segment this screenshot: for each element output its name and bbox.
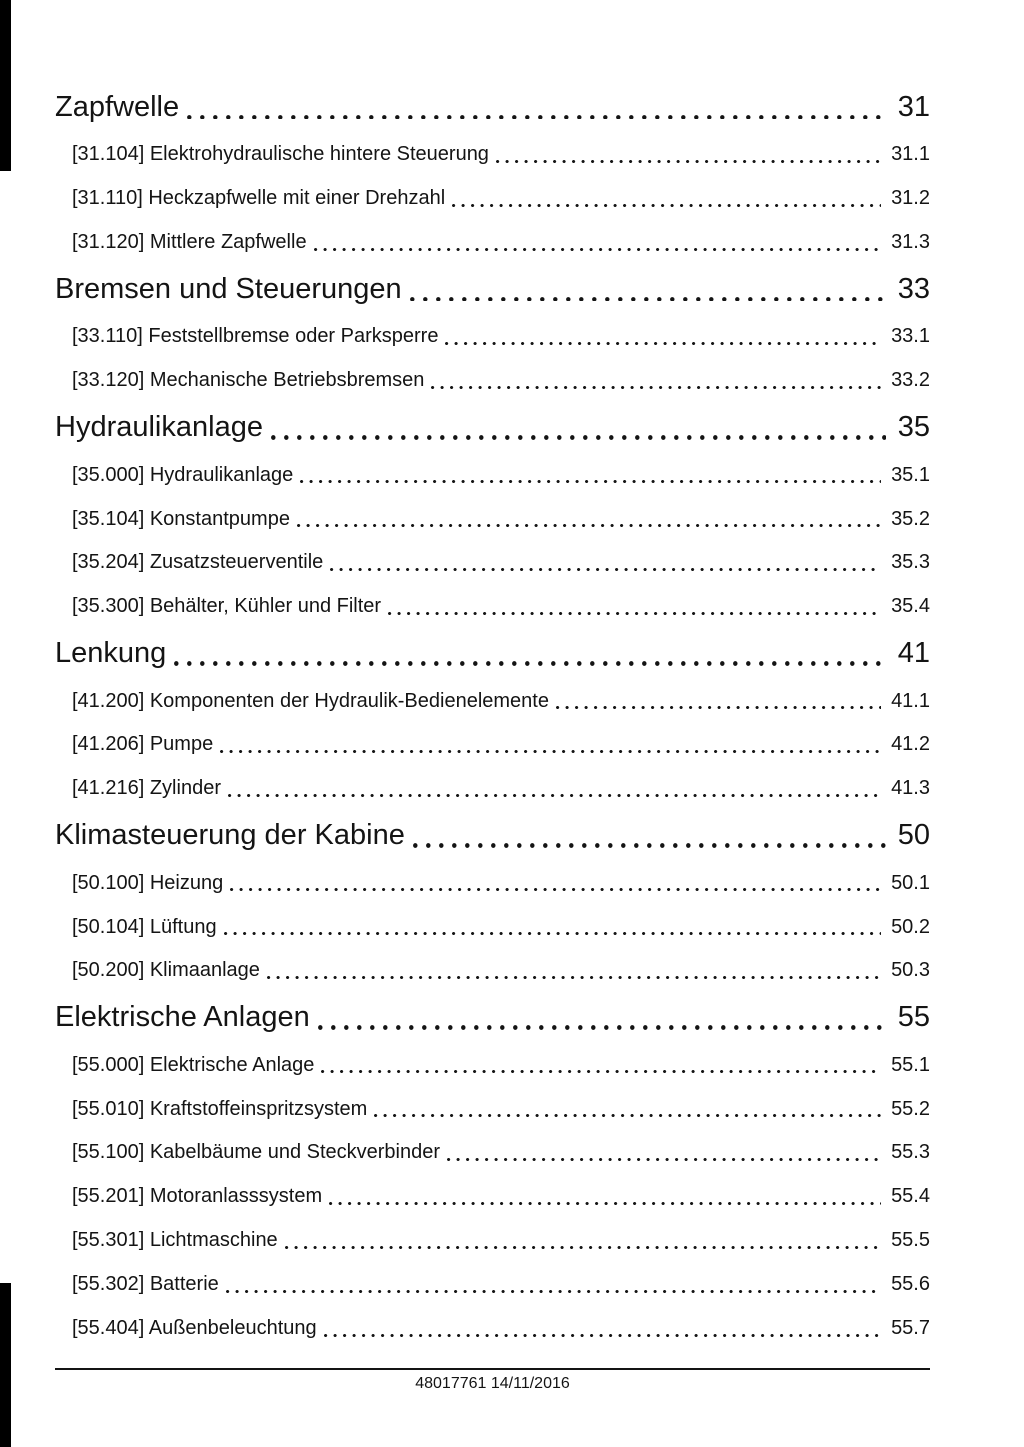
entry-page-number: 50.1 [891, 871, 930, 894]
toc-section-heading [55, 263, 930, 313]
toc-entry [55, 1305, 930, 1349]
toc-entry [55, 1129, 930, 1173]
dot-leader [413, 843, 886, 848]
toc-entry [55, 452, 930, 496]
entry-label: [31.110] Heckzapfwelle mit einer Drehzahl [72, 187, 446, 210]
entry-label: [41.206] Pumpe [72, 733, 214, 756]
entry-label: [55.000] Elektrische Anlage [72, 1053, 315, 1076]
entry-page-number: 35.2 [891, 507, 930, 530]
dot-leader [226, 1290, 881, 1293]
entry-page-number: 41.3 [891, 777, 930, 800]
entry-label: [41.216] Zylinder [72, 777, 221, 800]
entry-label: [33.110] Feststellbremse oder Parksperre [72, 325, 439, 348]
dot-leader [447, 1158, 881, 1161]
dot-leader [496, 160, 881, 163]
entry-label: [55.201] Motoranlasssystem [72, 1185, 323, 1208]
dot-leader [285, 1246, 881, 1249]
entry-page-number: 31.2 [891, 187, 930, 210]
entry-label: [35.300] Behälter, Kühler und Filter [72, 595, 382, 618]
dot-leader [556, 706, 881, 709]
toc-entry [55, 721, 930, 765]
entry-label: [55.302] Batterie [72, 1273, 219, 1296]
entry-page-number: 55.2 [891, 1097, 930, 1120]
section-title: Hydraulikanlage [55, 411, 263, 444]
section-page-number: 50 [897, 819, 930, 852]
dot-leader [330, 568, 881, 571]
entry-page-number: 35.4 [891, 595, 930, 618]
dot-leader [267, 976, 881, 979]
entry-page-number: 55.7 [891, 1317, 930, 1340]
toc-section [55, 991, 930, 1349]
table-of-contents [55, 81, 930, 1349]
entry-page-number: 33.2 [891, 369, 930, 392]
entry-label: [55.404] Außenbeleuchtung [72, 1317, 317, 1340]
footer-divider [55, 1368, 930, 1370]
entry-label: [31.104] Elektrohydraulische hintere Steuerung [72, 143, 489, 166]
toc-entry [55, 765, 930, 809]
entry-label: [35.000] Hydraulikanlage [72, 463, 294, 486]
entry-label: [50.104] Lüftung [72, 915, 217, 938]
dot-leader [174, 661, 885, 666]
toc-section [55, 809, 930, 991]
section-title: Lenkung [55, 637, 167, 670]
toc-section [55, 263, 930, 401]
entry-page-number: 55.1 [891, 1053, 930, 1076]
entry-page-number: 55.4 [891, 1185, 930, 1208]
dot-leader [224, 932, 881, 935]
dot-leader [445, 342, 881, 345]
dot-leader [297, 524, 881, 527]
toc-section-heading [55, 401, 930, 451]
entry-label: [50.200] Klimaanlage [72, 959, 260, 982]
entry-page-number: 50.2 [891, 915, 930, 938]
entry-page-number: 33.1 [891, 325, 930, 348]
dot-leader [187, 115, 886, 120]
section-title: Klimasteuerung der Kabine [55, 819, 405, 852]
toc-entry [55, 1173, 930, 1217]
toc-entry [55, 1042, 930, 1086]
dot-leader [329, 1202, 881, 1205]
toc-entry [55, 1086, 930, 1130]
dot-leader [452, 204, 881, 207]
dot-leader [271, 435, 886, 440]
entry-page-number: 55.3 [891, 1141, 930, 1164]
section-page-number: 35 [897, 411, 930, 444]
entry-page-number: 41.2 [891, 733, 930, 756]
section-page-number: 31 [897, 91, 930, 123]
toc-entry [55, 583, 930, 627]
toc-section [55, 81, 930, 263]
scan-artifact-bar-bottom [0, 1283, 11, 1447]
toc-section [55, 401, 930, 627]
entry-label: [50.100] Heizung [72, 871, 224, 894]
toc-section [55, 627, 930, 809]
toc-entry [55, 357, 930, 401]
toc-entry [55, 678, 930, 722]
entry-page-number: 31.3 [891, 231, 930, 254]
dot-leader [410, 297, 886, 302]
entry-label: [55.100] Kabelbäume und Steckverbinder [72, 1141, 441, 1164]
footer-doc-number-and-date: 48017761 14/11/2016 [415, 1375, 570, 1392]
toc-entry [55, 313, 930, 357]
entry-label: [35.204] Zusatzsteuerventile [72, 551, 324, 574]
entry-label: [55.010] Kraftstoffeinspritzsystem [72, 1097, 368, 1120]
toc-entry [55, 496, 930, 540]
entry-page-number: 41.1 [891, 689, 930, 712]
dot-leader [318, 1025, 886, 1030]
dot-leader [300, 480, 881, 483]
section-title: Zapfwelle [55, 91, 180, 123]
toc-section-heading [55, 81, 930, 131]
toc-section-heading [55, 809, 930, 859]
dot-leader [321, 1070, 881, 1073]
entry-page-number: 35.1 [891, 463, 930, 486]
dot-leader [220, 750, 881, 753]
toc-entry [55, 131, 930, 175]
entry-label: [41.200] Komponenten der Hydraulik-Bedienelemente [72, 689, 549, 712]
toc-entry [55, 1261, 930, 1305]
dot-leader [388, 612, 881, 615]
dot-leader [374, 1114, 881, 1117]
entry-page-number: 31.1 [891, 143, 930, 166]
section-title: Elektrische Anlagen [55, 1001, 310, 1034]
section-title: Bremsen und Steuerungen [55, 273, 402, 306]
entry-label: [33.120] Mechanische Betriebsbremsen [72, 369, 425, 392]
entry-label: [31.120] Mittlere Zapfwelle [72, 231, 307, 254]
entry-page-number: 55.5 [891, 1229, 930, 1252]
toc-section-heading [55, 627, 930, 677]
section-page-number: 55 [897, 1001, 930, 1034]
section-page-number: 41 [897, 637, 930, 670]
toc-entry [55, 175, 930, 219]
dot-leader [324, 1334, 881, 1337]
toc-entry [55, 539, 930, 583]
toc-entry [55, 1217, 930, 1261]
toc-entry [55, 947, 930, 991]
section-page-number: 33 [897, 273, 930, 306]
entry-page-number: 50.3 [891, 959, 930, 982]
entry-label: [35.104] Konstantpumpe [72, 507, 290, 530]
entry-page-number: 35.3 [891, 551, 930, 574]
toc-entry [55, 904, 930, 948]
dot-leader [314, 248, 882, 251]
dot-leader [228, 794, 881, 797]
dot-leader [431, 386, 881, 389]
dot-leader [230, 888, 881, 891]
toc-section-heading [55, 991, 930, 1041]
toc-entry [55, 860, 930, 904]
toc-entry [55, 219, 930, 263]
scan-artifact-bar-top [0, 0, 11, 171]
entry-label: [55.301] Lichtmaschine [72, 1229, 278, 1252]
entry-page-number: 55.6 [891, 1273, 930, 1296]
